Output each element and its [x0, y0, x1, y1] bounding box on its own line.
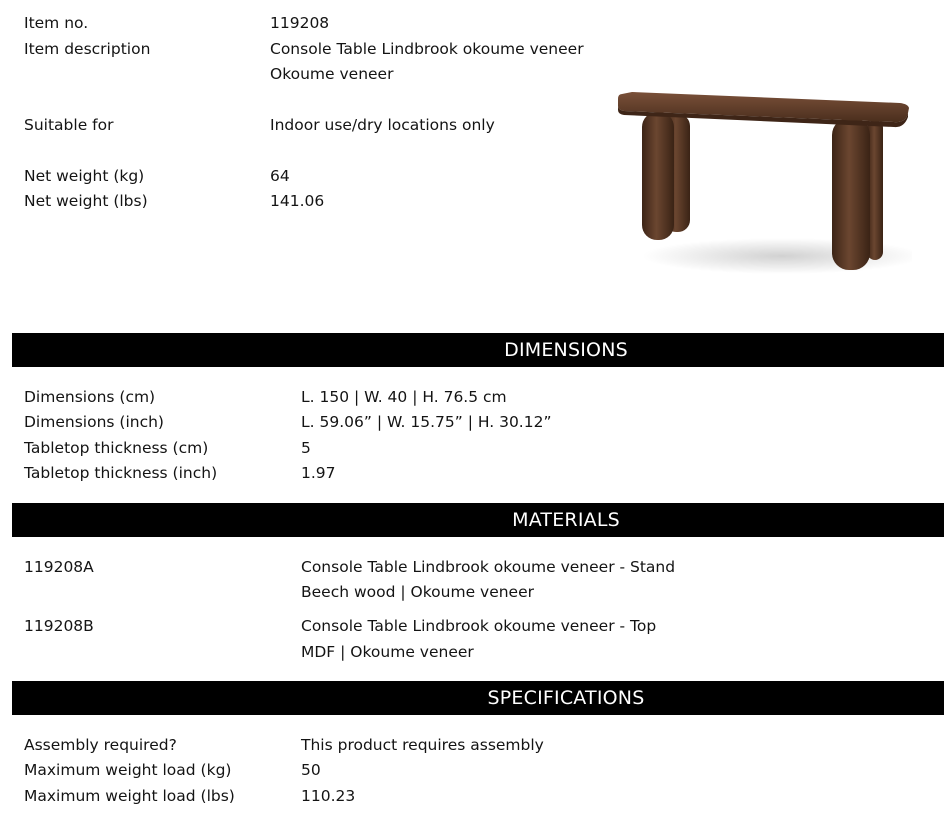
item-description-line2: Okoume veneer	[270, 65, 394, 83]
dimensions-row-label: Tabletop thickness (inch)	[24, 464, 218, 482]
specifications-header	[12, 681, 944, 715]
item-description-label: Item description	[24, 40, 151, 58]
specification-value: 110.23	[301, 787, 356, 805]
item-no-label: Item no.	[24, 14, 89, 32]
material-composition: Beech wood | Okoume veneer	[301, 583, 535, 601]
dimensions-row-label: Tabletop thickness (cm)	[24, 439, 209, 457]
dimensions-row-value: 5	[301, 439, 311, 457]
net-weight-lbs-label: Net weight (lbs)	[24, 192, 148, 210]
material-composition: MDF | Okoume veneer	[301, 643, 474, 661]
specification-label: Assembly required?	[24, 736, 177, 754]
material-code: 119208B	[24, 617, 94, 635]
suitable-for-label: Suitable for	[24, 116, 114, 134]
dimensions-row-value: 1.97	[301, 464, 336, 482]
net-weight-kg-label: Net weight (kg)	[24, 167, 145, 185]
dimensions-row-label: Dimensions (inch)	[24, 413, 164, 431]
item-description-line1: Console Table Lindbrook okoume veneer	[270, 40, 584, 58]
dimensions-header	[12, 333, 944, 367]
console-table-image	[612, 86, 912, 276]
net-weight-kg-value: 64	[270, 167, 290, 185]
materials-header	[12, 503, 944, 537]
materials-heading: MATERIALS	[512, 509, 620, 531]
specifications-heading: SPECIFICATIONS	[487, 687, 645, 709]
dimensions-row-value: L. 150 | W. 40 | H. 76.5 cm	[301, 388, 507, 406]
dimensions-heading: DIMENSIONS	[504, 339, 628, 361]
net-weight-lbs-value: 141.06	[270, 192, 325, 210]
material-description: Console Table Lindbrook okoume veneer - Stand	[301, 558, 676, 576]
dimensions-row-label: Dimensions (cm)	[24, 388, 156, 406]
material-code: 119208A	[24, 558, 94, 576]
specification-label: Maximum weight load (kg)	[24, 761, 232, 779]
suitable-for-value: Indoor use/dry locations only	[270, 116, 495, 134]
specification-label: Maximum weight load (lbs)	[24, 787, 235, 805]
specification-value: 50	[301, 761, 321, 779]
item-no-value: 119208	[270, 14, 330, 32]
specification-value: This product requires assembly	[301, 736, 544, 754]
material-description: Console Table Lindbrook okoume veneer - Top	[301, 617, 657, 635]
dimensions-row-value: L. 59.06” | W. 15.75” | H. 30.12”	[301, 413, 552, 431]
